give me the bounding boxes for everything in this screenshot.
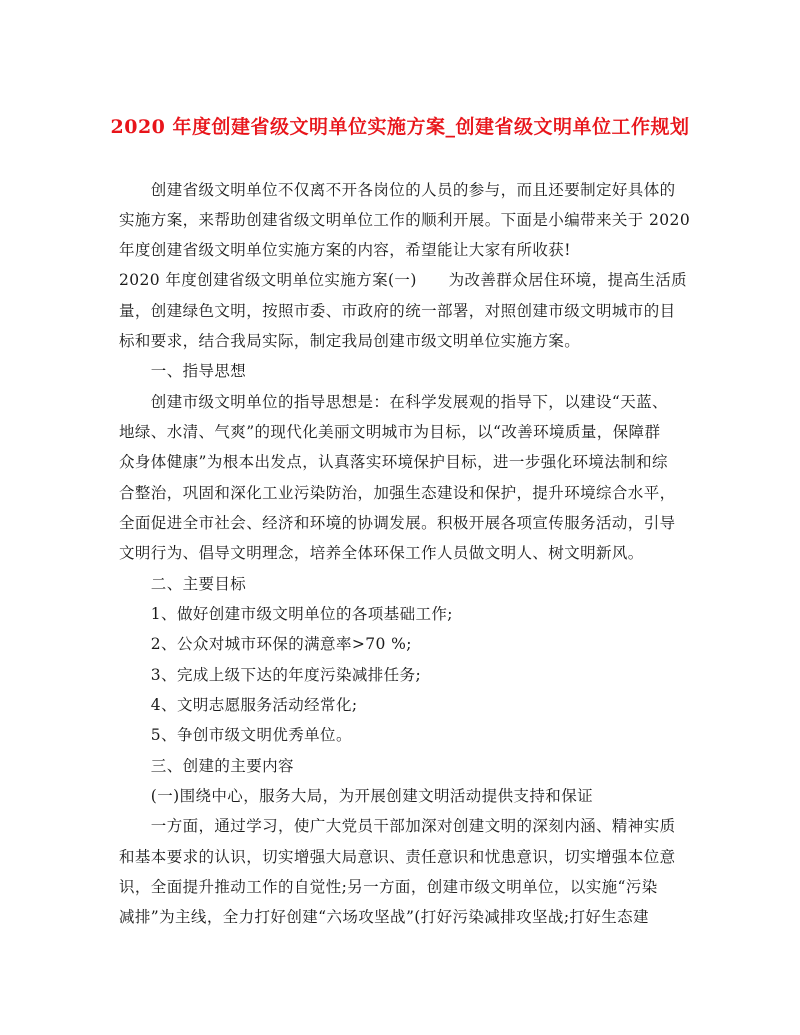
body-line: 创建市级文明单位的指导思想是：在科学发展观的指导下，以建设“天蓝、: [119, 393, 668, 411]
body-line: 和基本要求的认识，切实增强大局意识、责任意识和忧患意识，切实增强本位意: [119, 848, 676, 866]
body-line: 创建省级文明单位不仅离不开各岗位的人员的参与，而且还要制定好具体的: [119, 181, 676, 199]
body-line: 减排”为主线，全力打好创建“六场攻坚战”(打好污染减排攻坚战;打好生态建: [119, 908, 649, 926]
body-line: 众身体健康”为根本出发点，认真落实环境保护目标，进一步强化环境法制和综: [119, 453, 668, 471]
body-line: 一方面，通过学习，使广大党员干部加深对创建文明的深刻内涵、精神实质: [119, 817, 676, 835]
section-heading: 一、指导思想: [119, 362, 247, 380]
body-line: 标和要求，结合我局实际，制定我局创建市级文明单位实施方案。: [119, 332, 581, 350]
body-line: 文明行为、倡导文明理念，培养全体环保工作人员做文明人、树文明新风。: [119, 544, 644, 562]
section-heading: 三、创建的主要内容: [119, 757, 294, 775]
list-item: 4、文明志愿服务活动经常化;: [119, 696, 358, 714]
body-line: 全面促进全市社会、经济和环境的协调发展。积极开展各项宣传服务活动，引导: [119, 514, 676, 532]
body-line: 实施方案，来帮助创建省级文明单位工作的顺利开展。下面是小编带来关于 2020: [119, 211, 691, 229]
section-heading: 二、主要目标: [119, 575, 247, 593]
list-item: 5、争创市级文明优秀单位。: [119, 726, 352, 744]
document-title: 2020 年度创建省级文明单位实施方案_创建省级文明单位工作规划: [110, 116, 690, 138]
body-line: 合整治，巩固和深化工业污染防治，加强生态建设和保护，提升环境综合水平，: [119, 484, 676, 502]
body-line: 2020 年度创建省级文明单位实施方案(一) 为改善群众居住环境，提高生活质: [119, 271, 688, 289]
body-line: 识，全面提升推动工作的自觉性;另一方面，创建市级文明单位，以实施“污染: [119, 878, 658, 896]
subsection-heading: (一)围绕中心，服务大局，为开展创建文明活动提供支持和保证: [119, 787, 593, 805]
body-line: 量，创建绿色文明，按照市委、市政府的统一部署，对照创建市级文明城市的目: [119, 302, 676, 320]
list-item: 3、完成上级下达的年度污染减排任务;: [119, 666, 422, 684]
body-line: 地绿、水清、气爽”的现代化美丽文明城市为目标，以“改善环境质量，保障群: [119, 423, 661, 441]
list-item: 2、公众对城市环保的满意率>70 %;: [119, 635, 412, 653]
list-item: 1、做好创建市级文明单位的各项基础工作;: [119, 605, 453, 623]
body-line: 年度创建省级文明单位实施方案的内容，希望能让大家有所收获!: [119, 241, 571, 259]
